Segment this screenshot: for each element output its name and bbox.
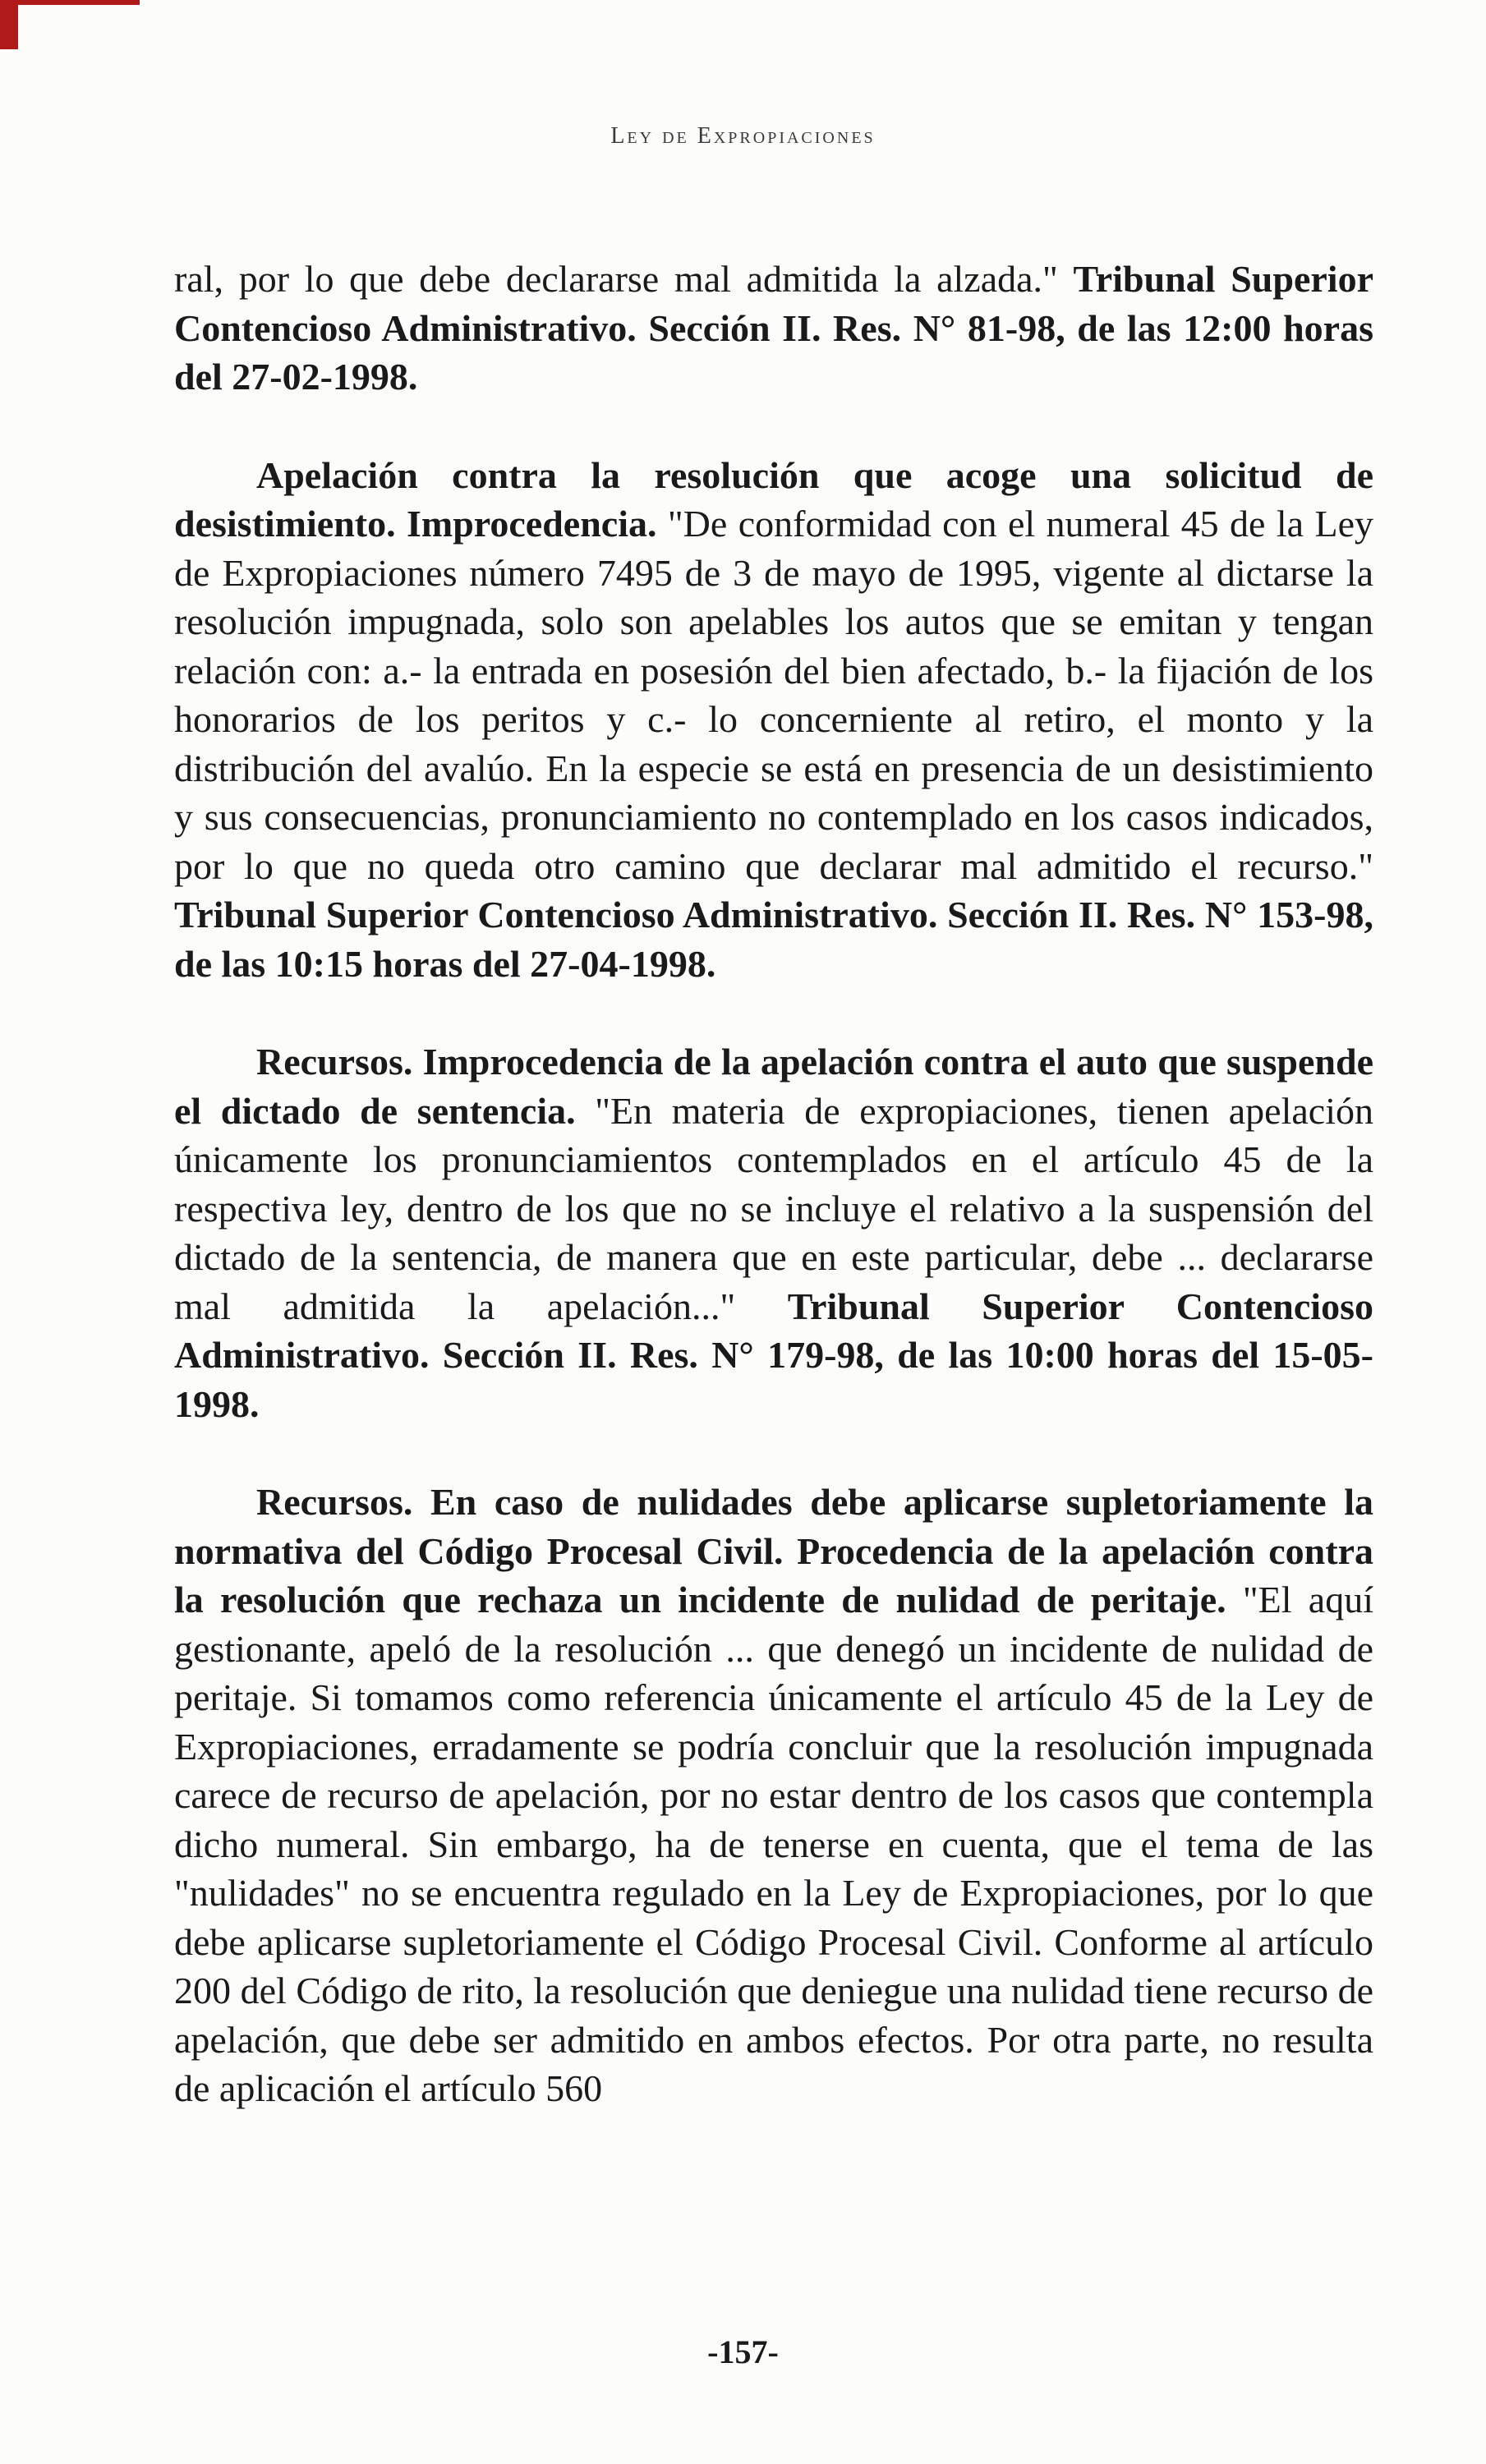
red-corner-line (0, 0, 140, 5)
paragraph-3 (174, 1037, 1373, 1428)
paragraph-2-heading: Apelación contra la resolución que acoge una solicitud de desistimiento. Improcedencia. (174, 453, 1373, 545)
paragraph-1-text: ral, por lo que debe declararse mal admitida la alzada." (174, 258, 1074, 300)
red-corner-mark (0, 0, 18, 49)
paragraph-1-citation: Tribunal Superior Contencioso Administrativo. Sección II. Res. N° 81-98, de las 12:00 horas del 27-02-1998. (174, 258, 1373, 398)
paragraph-4-text: "El aquí gestionante, apeló de la resolución ... que denegó un incidente de nulidad de peritaje. Si tomamos como referencia únicamente el artículo 45 de la Ley de Expropiaciones, erradamente se podría concluir que la resolución impugnada carece de recurso de apelación, por no estar dentro de los casos que contempla dicho numeral. Sin embargo, ha de tenerse en cuenta, que el tema de las "nulidades" no se encuentra regulado en la Ley de Expropiaciones, por lo que debe aplicarse supletoriamente el Código Procesal Civil. Conforme al artículo 200 del Código de rito, la resolución que deniegue una nulidad tiene recurso de apelación, que debe ser admitido en ambos efectos. Por otra parte, no resulta de aplicación el artículo 560 (174, 1579, 1373, 2109)
paragraph-3-citation: Tribunal Superior Contencioso Administrativo. Sección II. Res. N° 179-98, de las 10:00 horas del 15-05-1998. (174, 1285, 1373, 1425)
body-text (174, 255, 1373, 2163)
paragraph-3-text: "En materia de expropiaciones, tienen apelación únicamente los pronunciamientos contemplados en el artículo 45 de la respectiva ley, dentro de los que no se incluye el relativo a la suspensión del dictado de la sentencia, de manera que en este particular, debe ... declararse mal admitida la apelación..." (174, 1089, 1373, 1327)
paragraph-1 (174, 255, 1373, 402)
paragraph-2-text: "De conformidad con el numeral 45 de la Ley de Expropiaciones número 7495 de 3 de mayo de 1995, vigente al dictarse la resolución impugnada, solo son apelables los autos que se emitan y tengan relación con: a.- la entrada en posesión del bien afectado, b.- la fijación de los honorarios de los peritos y c.- lo concerniente al retiro, el monto y la distribución del avalúo. En la especie se está en presencia de un desistimiento y sus consecuencias, pronunciamiento no contemplado en los casos indicados, por lo que no queda otro camino que declarar mal admitido el recurso." (174, 503, 1373, 887)
paragraph-2 (174, 451, 1373, 989)
paragraph-4-heading: Recursos. En caso de nulidades debe aplicarse supletoriamente la normativa del Código Procesal Civil. Procedencia de la apelación contra la resolución que rechaza un incidente de nulidad de peritaje. (174, 1481, 1373, 1620)
paragraph-3-heading: Recursos. Improcedencia de la apelación contra el auto que suspende el dictado de sentencia. (174, 1041, 1373, 1132)
running-head: Ley de Expropiaciones (610, 123, 876, 149)
paragraph-2-citation: Tribunal Superior Contencioso Administrativo. Sección II. Res. N° 153-98, de las 10:15 horas del 27-04-1998. (174, 894, 1373, 985)
paragraph-4 (174, 1478, 1373, 2113)
page-number: -157- (707, 2333, 779, 2370)
